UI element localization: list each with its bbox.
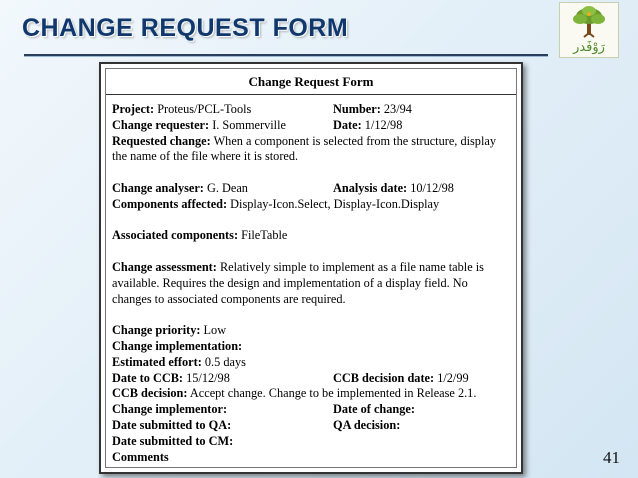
date-submitted-qa-label: Date submitted to QA: xyxy=(112,417,232,432)
requested-change-field xyxy=(112,134,510,166)
date-to-ccb-value: 15/12/98 xyxy=(186,370,230,385)
priority-label: Change priority: xyxy=(112,323,201,338)
ccb-decision-label: CCB decision: xyxy=(112,386,188,401)
form-row xyxy=(112,402,510,418)
slide-title: CHANGE REQUEST FORM xyxy=(22,14,349,42)
date-value: 1/12/98 xyxy=(364,117,403,132)
ccb-decision-field xyxy=(112,386,510,402)
ccb-decision-date-value: 1/2/99 xyxy=(437,370,469,385)
ccb-decision-date-label: CCB decision date: xyxy=(333,370,435,385)
date-to-ccb-label: Date to CCB: xyxy=(112,370,184,385)
form-body xyxy=(106,95,516,465)
comments-field xyxy=(112,450,510,466)
priority-field xyxy=(112,323,510,339)
implementor-label: Change implementor: xyxy=(112,402,228,417)
requested-change-value: When a component is selected from the structure, display the name of the file where it is stored. xyxy=(112,133,496,164)
priority-value: Low xyxy=(203,323,227,338)
associated-components-value: FileTable xyxy=(241,228,288,243)
form-row xyxy=(112,371,510,387)
effort-label: Estimated effort: xyxy=(112,354,202,369)
analysis-date-value: 10/12/98 xyxy=(410,180,454,195)
title-underline xyxy=(24,54,548,57)
requested-change-label: Requested change: xyxy=(112,133,211,148)
comments-label: Comments xyxy=(112,449,169,464)
tree-logo-icon xyxy=(560,3,618,57)
assessment-value: Relatively simple to implement as a file name table is available. Requires the design and implementation of a display field. No changes to associated components are required. xyxy=(112,259,484,306)
assessment-field xyxy=(112,260,510,307)
components-affected-value: Display-Icon.Select, Display-Icon.Display xyxy=(230,196,440,211)
analysis-date-label: Analysis date: xyxy=(333,180,408,195)
logo-text: رَوْفَدر xyxy=(573,40,605,55)
components-affected-label: Components affected: xyxy=(112,196,228,211)
logo xyxy=(559,2,619,58)
date-label: Date: xyxy=(333,117,362,132)
effort-field xyxy=(112,355,510,371)
assessment-label: Change assessment: xyxy=(112,259,217,274)
form-title: Change Request Form xyxy=(106,69,516,95)
associated-components-label: Associated components: xyxy=(112,228,239,243)
date-submitted-cm-field xyxy=(112,434,510,450)
form-row xyxy=(112,118,510,134)
change-request-form xyxy=(99,62,523,474)
implementation-field xyxy=(112,339,510,355)
effort-value: 0.5 days xyxy=(204,354,246,369)
date-of-change-label: Date of change: xyxy=(333,402,415,417)
associated-components-field xyxy=(112,228,510,244)
components-affected-field xyxy=(112,197,510,213)
ccb-decision-value: Accept change. Change to be implemented in Release 2.1. xyxy=(189,386,477,401)
requester-label: Change requester: xyxy=(112,117,210,132)
number-label: Number: xyxy=(333,102,381,116)
form-row xyxy=(112,418,510,434)
project-value: Proteus/PCL-Tools xyxy=(157,102,252,116)
date-submitted-cm-label: Date submitted to CM: xyxy=(112,433,234,448)
form-row xyxy=(112,102,510,118)
page-number: 41 xyxy=(603,448,620,467)
analyser-label: Change analyser: xyxy=(112,180,204,195)
analyser-value: G. Dean xyxy=(206,180,248,195)
form-row xyxy=(112,181,510,197)
qa-decision-label: QA decision: xyxy=(333,417,401,432)
implementation-label: Change implementation: xyxy=(112,338,243,353)
project-label: Project: xyxy=(112,102,155,116)
number-value: 23/94 xyxy=(383,102,412,116)
requester-value: I. Sommerville xyxy=(212,117,286,132)
